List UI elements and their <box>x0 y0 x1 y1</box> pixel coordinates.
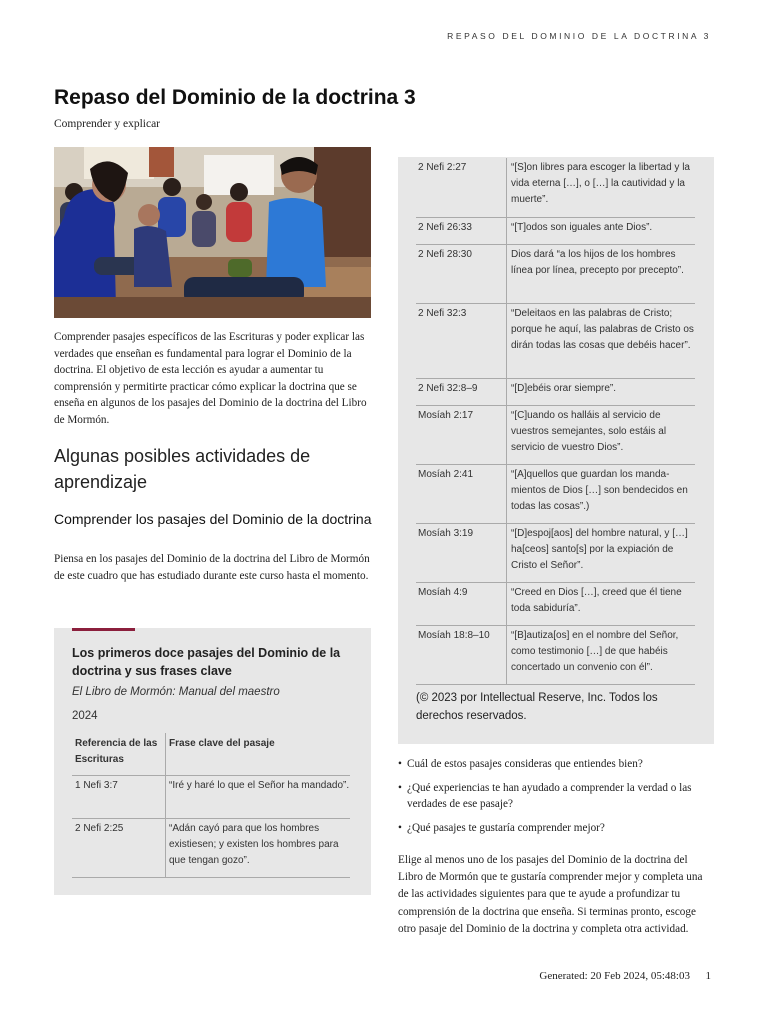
passages-table <box>72 733 350 878</box>
table-row <box>416 158 695 217</box>
classroom-photo <box>54 147 371 318</box>
section-heading-activities: Algunas posibles actividades de aprendizaje <box>54 446 311 492</box>
passage-phrase: “[C]uando os halláis al servicio de vuestros semejantes, solo estáis al servicio de vuestro Dios”. <box>511 409 667 453</box>
list-item: • ¿Qué experiencias te han ayudado a comprender la verdad o las verdades de ese pasaje? <box>398 780 714 813</box>
understand-paragraph: Piensa en los pasajes del Dominio de la doctrina del Libro de Mormón de este cuadro que has estudiado durante este curso hasta el momento. <box>54 553 370 582</box>
page-number: 1 <box>705 970 711 982</box>
passage-phrase: “Creed en Dios […], creed que él tiene toda sabiduría”. <box>511 586 682 614</box>
running-head: REPASO DEL DOMINIO DE LA DOCTRINA 3 <box>447 31 711 41</box>
page-title: Repaso del Dominio de la doctrina 3 <box>54 86 416 109</box>
table-bottom-rule <box>72 877 350 878</box>
passage-reference: 2 Nefi 32:8–9 <box>416 378 507 405</box>
passage-phrase: “[D]espoj[aos] del hombre natural, y […] ha[ceos] santo[s] por la expiación de Cristo el Señor”. <box>511 527 688 571</box>
passage-reference: 2 Nefi 2:25 <box>72 819 166 878</box>
copyright-notice: (© 2023 por Intellectual Reserve, Inc. Todos los derechos reservados. <box>416 692 658 722</box>
passage-reference: Mosíah 2:17 <box>416 405 507 464</box>
table-row <box>416 217 695 244</box>
passage-phrase: “[S]on libres para escoger la libertad y la vida eterna […], o […] la cautividad y la muerte”. <box>511 162 690 205</box>
passage-phrase: “Iré y haré lo que el Señor ha mandado”. <box>169 780 350 791</box>
passage-phrase: “[A]quellos que guardan los mandamientos de Dios […] son bendecidos en todas las cosas”.) <box>511 468 688 512</box>
table-row <box>416 523 695 582</box>
closing-paragraph: Elige al menos uno de los pasajes del Dominio de la doctrina del Libro de Mormón que te gustaría comprender mejor y completa una de las actividades siguientes para que te ayude a profundizar tu comprensión de la doctrina que enseña. Si terminas pronto, escoge otro pasaje del Dominio de la doctrina y completa otra actividad. <box>398 854 703 935</box>
passage-phrase: “[B]autiza[os] en el nombre del Señor, como testimonio […] de que habéis concertado un convenio con él”. <box>511 629 679 673</box>
passage-phrase: “[T]odos son iguales ante Dios”. <box>511 221 653 233</box>
passage-phrase: “Adán cayó para que los hombres existiesen; y existen los hombres para que tengan gozo”. <box>169 823 339 866</box>
list-item: • Cuál de estos pasajes consideras que entiendes bien? <box>398 756 714 773</box>
column-header-reference: Referencia de las Escrituras <box>72 733 166 776</box>
table-row <box>416 464 695 523</box>
table-row <box>416 625 695 684</box>
passage-reference: Mosíah 4:9 <box>416 582 507 625</box>
reflection-questions <box>398 756 714 836</box>
passage-phrase: “[D]ebéis orar siempre”. <box>511 382 617 394</box>
passages-card <box>54 628 371 895</box>
list-item: • ¿Qué pasajes te gustaría comprender mejor? <box>398 820 714 837</box>
table-header-row <box>72 733 350 776</box>
passages-card-continued <box>398 157 714 744</box>
intro-paragraph: Comprender pasajes específicos de las Escrituras y poder explicar las verdades que enseñan es fundamental para lograr el Dominio de la doctrina. El objetivo de esta lección es ayudar a aumentar tu comprensión y permitirte practicar cómo explicar la doctrina que se enseña en algunos de los pasajes del Dominio de la doctrina del Libro de Mormón. <box>54 331 367 426</box>
table-row <box>416 244 695 303</box>
table-row <box>416 303 695 378</box>
table-row <box>72 819 350 878</box>
table-row <box>416 582 695 625</box>
passage-reference: 2 Nefi 26:33 <box>416 217 507 244</box>
passage-reference: 2 Nefi 2:27 <box>416 158 507 217</box>
passage-reference: 2 Nefi 28:30 <box>416 244 507 303</box>
passage-reference: 1 Nefi 3:7 <box>72 776 166 819</box>
generated-timestamp: Generated: 20 Feb 2024, 05:48:03 <box>539 970 690 982</box>
passage-reference: Mosíah 3:19 <box>416 523 507 582</box>
passages-table-continued <box>416 158 695 685</box>
passage-reference: 2 Nefi 32:3 <box>416 303 507 378</box>
passage-reference: Mosíah 18:8–10 <box>416 625 507 684</box>
passage-phrase: “Deleitaos en las palabras de Cristo; porque he aquí, las palabras de Cristo os dirán todas las cosas que debéis hacer”. <box>511 307 694 351</box>
subsection-heading-understand: Comprender los pasajes del Dominio de la doctrina <box>54 511 372 527</box>
card-year: 2024 <box>72 710 98 722</box>
page-footer <box>539 970 711 982</box>
card-accent-bar <box>72 628 135 631</box>
table-row <box>72 776 350 819</box>
card-title: Los primeros doce pasajes del Dominio de la doctrina y sus frases clave <box>72 646 341 678</box>
column-header-phrase: Frase clave del pasaje <box>169 738 275 749</box>
table-row <box>416 378 695 405</box>
card-source: El Libro de Mormón: Manual del maestro <box>72 686 280 698</box>
passage-phrase: Dios dará “a los hijos de los hombres línea por línea, precepto por precepto”. <box>511 248 684 276</box>
table-row <box>416 405 695 464</box>
page-subtitle: Comprender y explicar <box>54 118 161 130</box>
passage-reference: Mosíah 2:41 <box>416 464 507 523</box>
